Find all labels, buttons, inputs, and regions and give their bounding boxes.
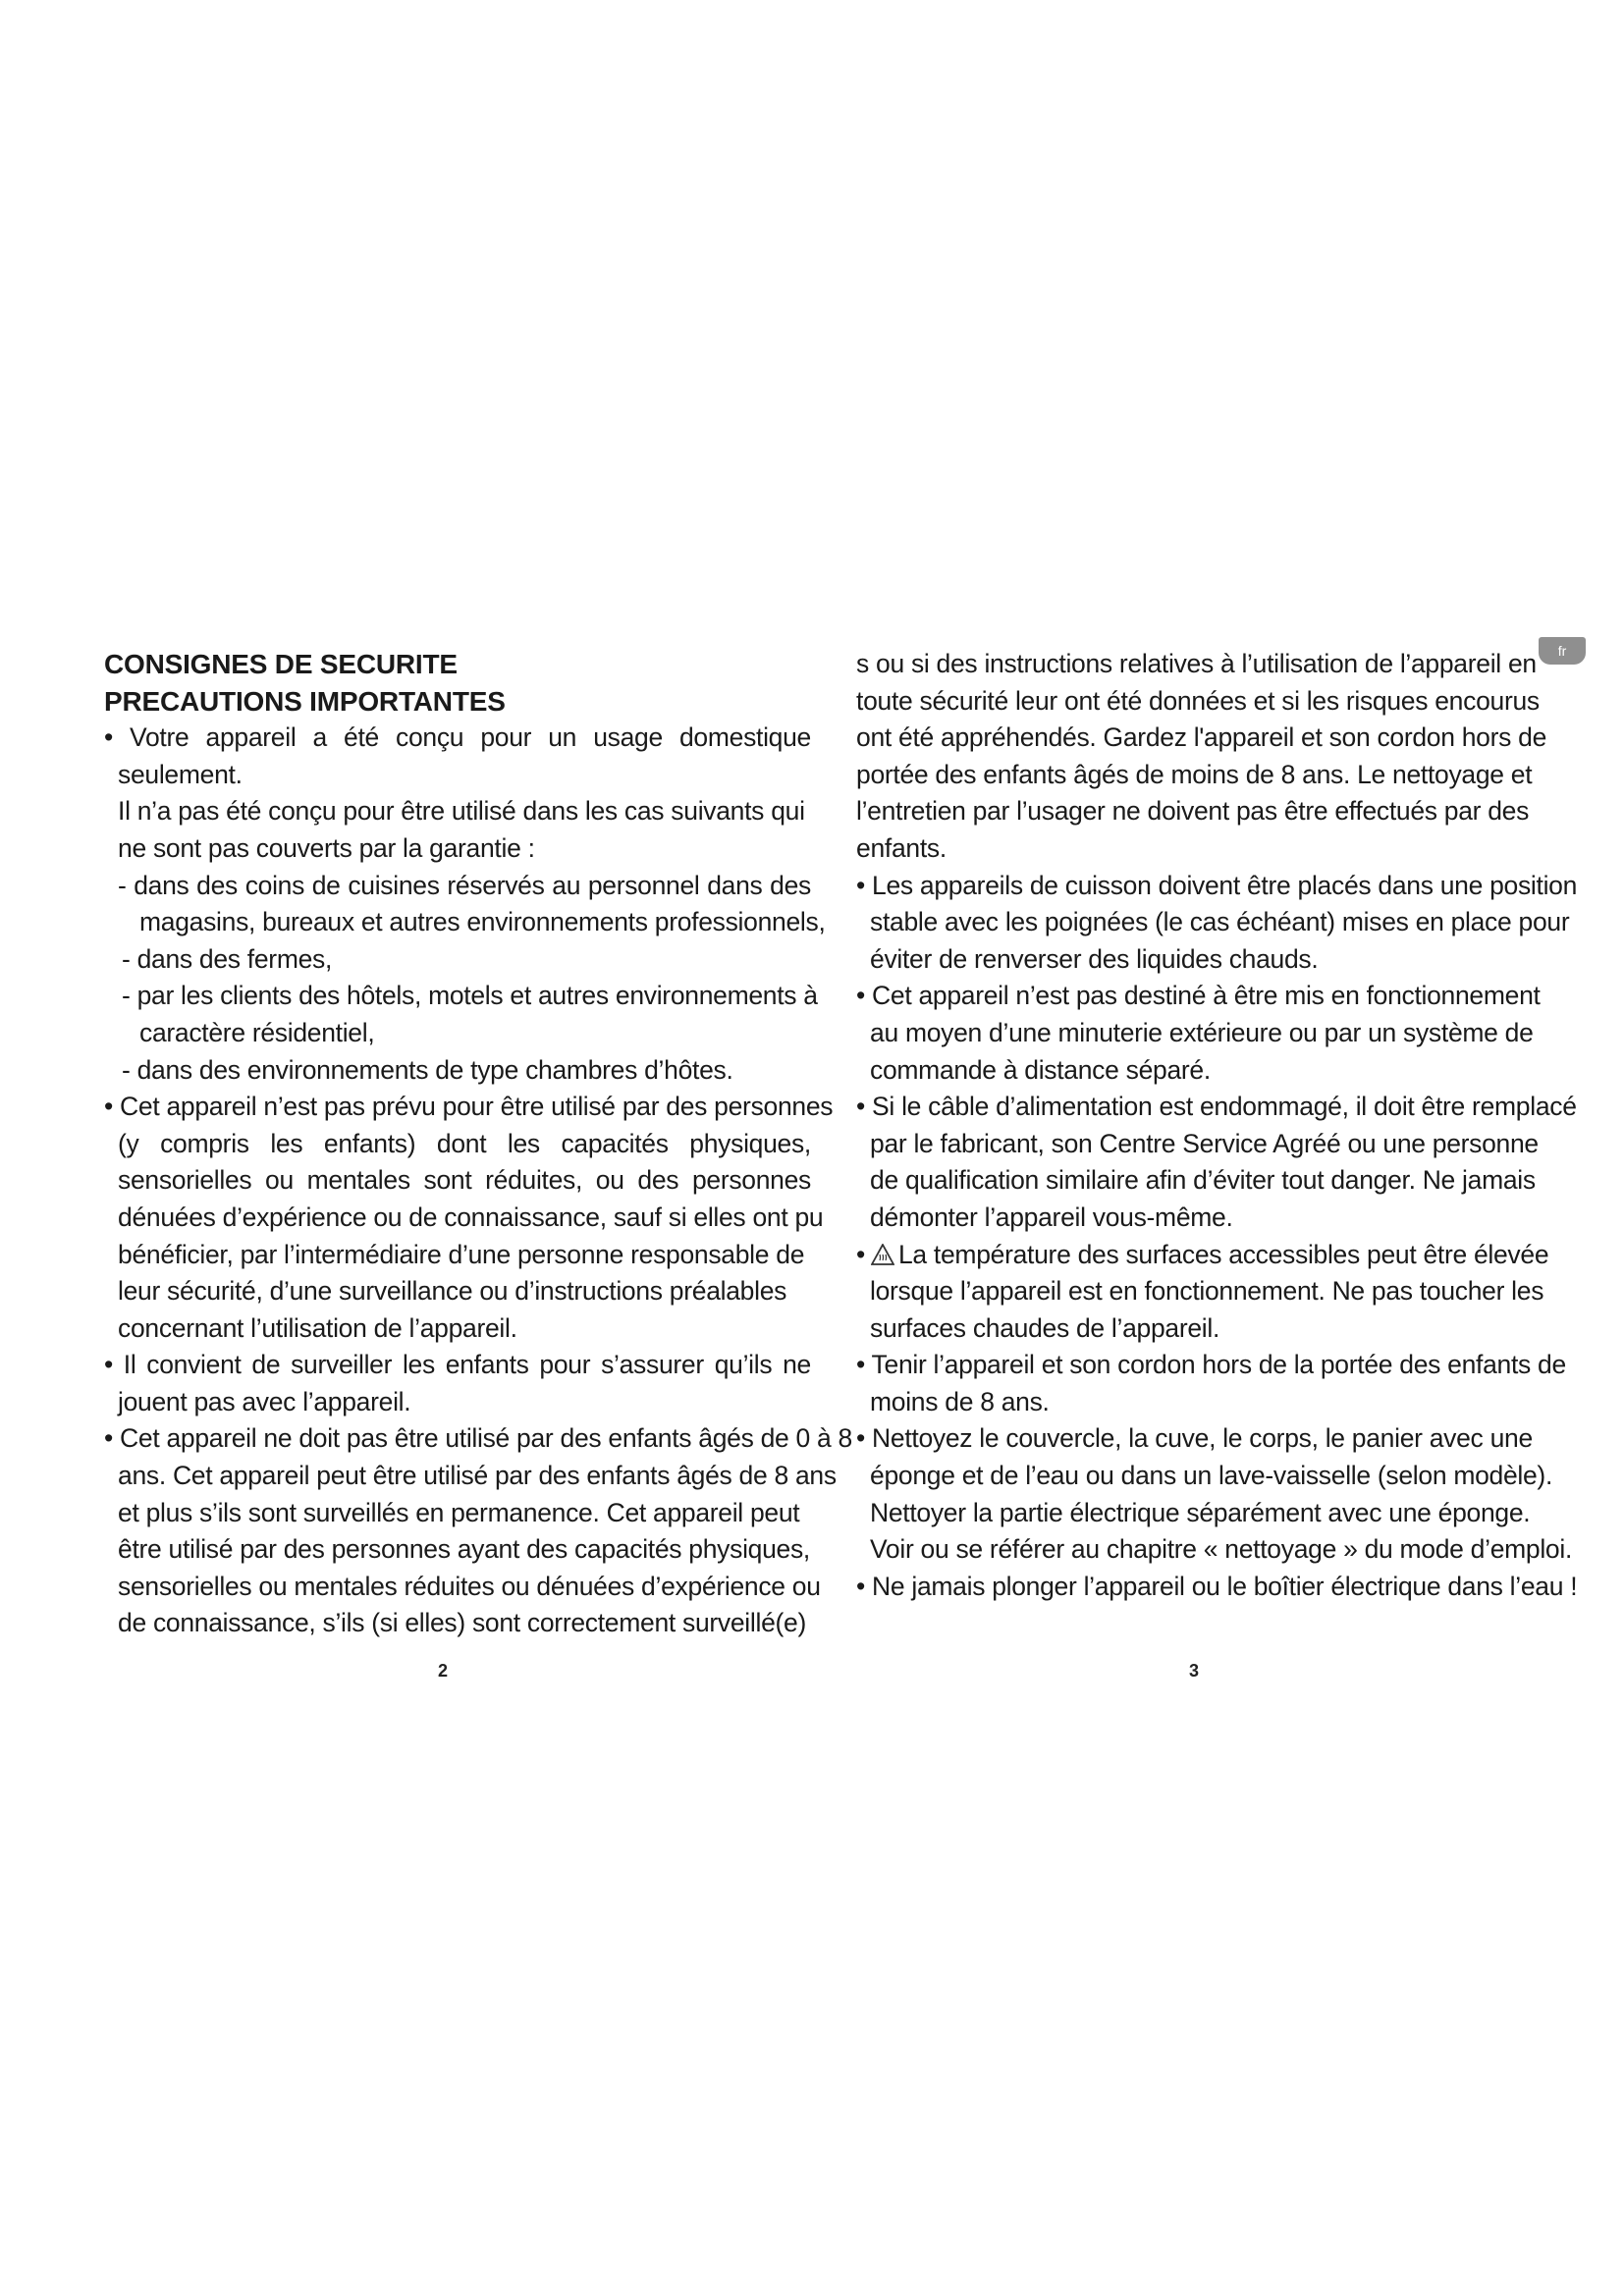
hot-surface-warning-icon: [871, 1239, 894, 1260]
text-line: • Votre appareil a été conçu pour un usage domestique: [104, 722, 811, 753]
text-line: La température des surfaces accessibles peut être élevée: [897, 1239, 1549, 1269]
text-line: (y compris les enfants) dont les capacités physiques,: [118, 1128, 811, 1158]
text-line: seulement.: [118, 759, 243, 789]
text-line: stable avec les poignées (le cas échéant) mises en place pour: [870, 907, 1570, 937]
text-line: lorsque l’appareil est en fonctionnement. Ne pas toucher les: [870, 1276, 1544, 1307]
text-line: par le fabricant, son Centre Service Agréé ou une personne: [870, 1128, 1539, 1158]
text-line: dénuées d’expérience ou de connaissance, sauf si elles ont pu: [118, 1201, 824, 1232]
bullet: •: [856, 1239, 865, 1269]
text-line: • Ne jamais plonger l’appareil ou le boîtier électrique dans l’eau !: [856, 1571, 1578, 1601]
text-line: portée des enfants âgés de moins de 8 ans. Le nettoyage et: [856, 759, 1533, 789]
text-line: être utilisé par des personnes ayant des capacités physiques,: [118, 1534, 810, 1565]
left-column: [104, 646, 852, 1642]
text-line: • Cet appareil n’est pas prévu pour être utilisé par des personnes: [104, 1092, 834, 1122]
text-line: • Tenir l’appareil et son cordon hors de la portée des enfants de: [856, 1350, 1566, 1380]
text-line: concernant l’utilisation de l’appareil.: [118, 1312, 517, 1343]
text-line: l’entretien par l’usager ne doivent pas être effectués par des: [856, 796, 1530, 827]
text-line: démonter l’appareil vous-même.: [870, 1201, 1233, 1232]
text-line: Il n’a pas été conçu pour être utilisé dans les cas suivants qui: [118, 796, 805, 827]
text-line: bénéficier, par l’intermédiaire d’une personne responsable de: [118, 1239, 805, 1269]
language-tab: fr: [1539, 637, 1586, 665]
text-line: éponge et de l’eau ou dans un lave-vaisselle (selon modèle).: [870, 1461, 1553, 1491]
text-line: • Si le câble d’alimentation est endommagé, il doit être remplacé: [856, 1092, 1577, 1122]
text-line: s ou si des instructions relatives à l’utilisation de l’appareil en: [856, 649, 1537, 678]
text-line: - par les clients des hôtels, motels et autres environnements à: [122, 981, 818, 1011]
text-line: • Il convient de surveiller les enfants pour s’assurer qu’ils ne: [104, 1350, 811, 1380]
page-number: 2: [438, 1661, 449, 1681]
text-line: de connaissance, s’ils (si elles) sont correctement surveillé(e): [118, 1608, 806, 1638]
section-subtitle: PRECAUTIONS IMPORTANTES: [104, 685, 506, 717]
text-line: magasins, bureaux et autres environnements professionnels,: [139, 907, 826, 937]
text-line: ans. Cet appareil peut être utilisé par des enfants âgés de 8 ans: [118, 1461, 837, 1491]
text-line: - dans des fermes,: [122, 943, 333, 974]
text-line: enfants.: [856, 832, 947, 863]
text-line: • Les appareils de cuisson doivent être placés dans une position: [856, 870, 1578, 900]
text-line: au moyen d’une minuterie extérieure ou par un système de: [870, 1017, 1534, 1047]
text-line: leur sécurité, d’une surveillance ou d’instructions préalables: [118, 1276, 787, 1307]
text-line: surfaces chaudes de l’appareil.: [870, 1312, 1220, 1343]
text-line: - dans des environnements de type chambres d’hôtes.: [122, 1054, 733, 1085]
text-line: jouent pas avec l’appareil.: [118, 1386, 411, 1416]
text-line: Nettoyer la partie électrique séparément avec une éponge.: [870, 1497, 1531, 1527]
text-line: caractère résidentiel,: [139, 1017, 375, 1047]
text-line: • Nettoyez le couvercle, la cuve, le corps, le panier avec une: [856, 1423, 1533, 1454]
text-line: • Cet appareil ne doit pas être utilisé par des enfants âgés de 0 à 8: [104, 1423, 852, 1454]
text-line: • Cet appareil n’est pas destiné à être mis en fonctionnement: [856, 981, 1541, 1011]
text-line: Voir ou se référer au chapitre « nettoyage » du mode d’emploi.: [870, 1534, 1573, 1565]
text-line: éviter de renverser des liquides chauds.: [870, 943, 1319, 974]
warning-line: [856, 1237, 1549, 1274]
text-line: moins de 8 ans.: [870, 1386, 1050, 1416]
page-number: 3: [1189, 1661, 1200, 1681]
text-line: sensorielles ou mentales réduites ou dénuées d’expérience ou: [118, 1571, 821, 1601]
text-line: ont été appréhendés. Gardez l'appareil et son cordon hors de: [856, 722, 1547, 753]
section-title: CONSIGNES DE SECURITE: [104, 649, 458, 679]
text-line: sensorielles ou mentales sont réduites, ou des personnes: [118, 1165, 811, 1196]
text-line: de qualification similaire afin d’éviter tout danger. Ne jamais: [870, 1165, 1536, 1196]
text-line: et plus s’ils sont surveillés en permanence. Cet appareil peut: [118, 1497, 800, 1527]
text-line: ne sont pas couverts par la garantie :: [118, 832, 535, 863]
text-line: - dans des coins de cuisines réservés au personnel dans des: [118, 870, 811, 900]
text-line: commande à distance séparé.: [870, 1054, 1211, 1085]
text-line: toute sécurité leur ont été données et si les risques encourus: [856, 685, 1540, 716]
